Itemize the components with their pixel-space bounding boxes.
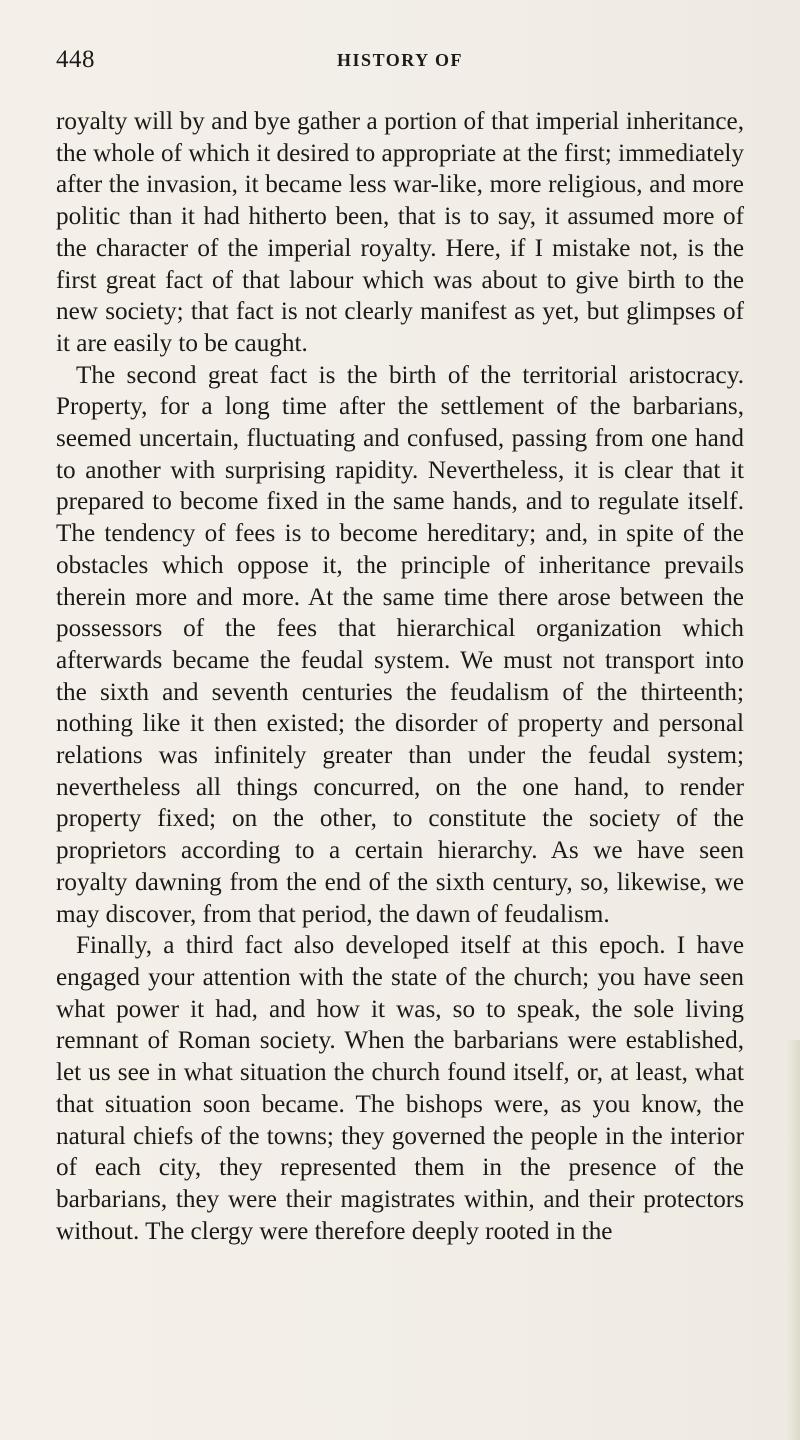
page-number: 448 bbox=[56, 46, 95, 73]
page-edge-shadow bbox=[786, 1040, 800, 1440]
paragraph-3: Finally, a third fact also developed itself at this epoch. I have engaged your attention with the state of the church; you have seen what power it had, and how it was, so to speak, the sole living remnant of Roman society. When the barbarians were established, let us see in what situation the church found itself, or, at least, what that situation soon became. The bishops were, as you know, the natural chiefs of the towns; they governed the people in the interior of each city, they represented them in the presence of the barbarians, they were their magistrates within, and their protectors without. The clergy were therefore deeply rooted in the bbox=[56, 932, 744, 1245]
page-header bbox=[56, 46, 744, 76]
paragraph-2: The second great fact is the birth of the territorial aristocracy. Property, for a long time after the settlement of the barbarians, seemed uncertain, fluctuating and confused, passing from one hand to another with surprising rapidity. Nevertheless, it is clear that it prepared to become fixed in the same hands, and to regulate itself. The tendency of fees is to become hereditary; and, in spite of the obstacles which oppose it, the principle of inheritance prevails therein more and more. At the same time there arose between the possessors of the fees that hierarchical organization which afterwards became the feudal system. We must not transport into the sixth and seventh centuries the feudalism of the thirteenth; nothing like it then existed; the disorder of property and personal relations was infinitely greater than under the feudal system; nevertheless all things concurred, on the one hand, to render property fixed; on the other, to constitute the society of the proprietors according to a certain hierarchy. As we have seen royalty dawning from the end of the sixth century, so, likewise, we may discover, from that period, the dawn of feudalism. bbox=[56, 361, 744, 928]
running-head: HISTORY OF bbox=[337, 50, 463, 70]
body-text bbox=[56, 106, 744, 1247]
paragraph-1: royalty will by and bye gather a portion of that imperial inheritance, the whole of which it desired to appropriate at the first; immediately after the invasion, it became less war-like, more religious, and more politic than it had hitherto been, that is to say, it assumed more of the character of the imperial royalty. Here, if I mistake not, is the first great fact of that labour which was about to give birth to the new society; that fact is not clearly manifest as yet, but glimpses of it are easily to be caught. bbox=[56, 108, 744, 357]
